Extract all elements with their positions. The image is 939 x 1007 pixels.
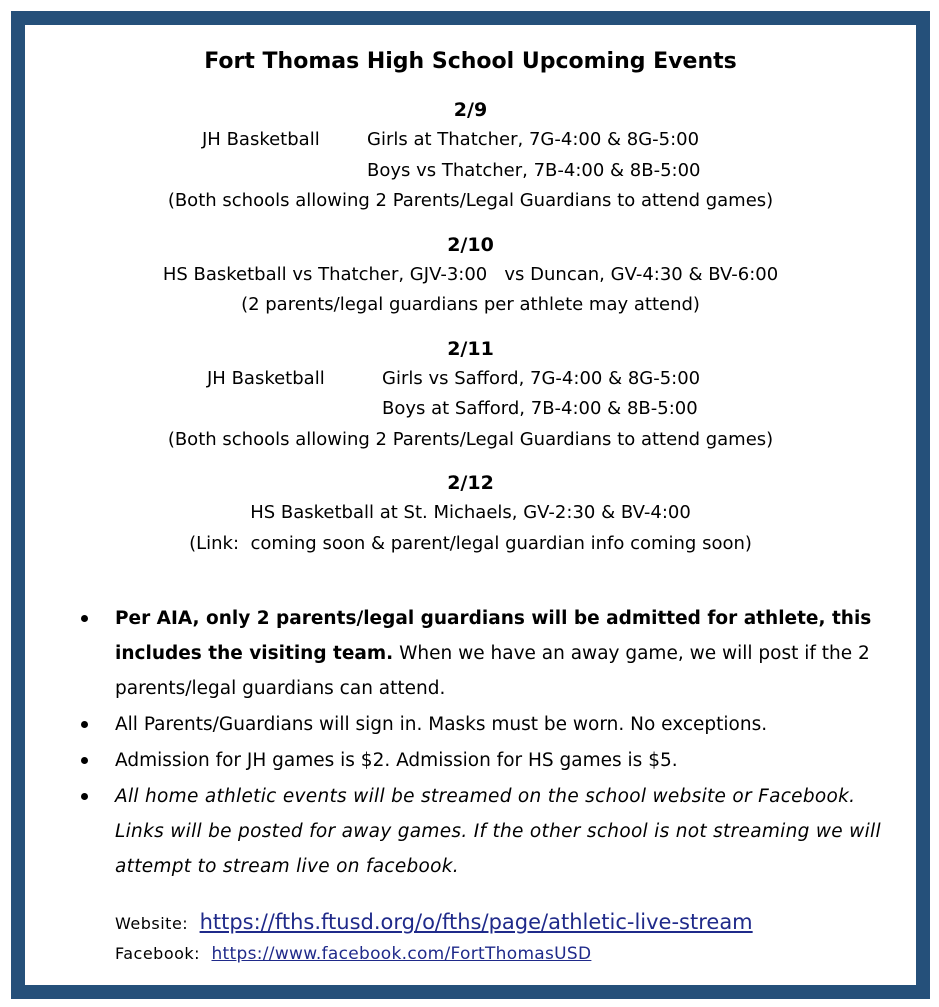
event-2-12 xyxy=(25,468,916,559)
event-row xyxy=(25,364,916,395)
event-detail: Girls vs Safford, 7G-4:00 & 8G-5:00 xyxy=(382,367,701,389)
bullet-bold-text: Per AIA, only 2 parents/legal guardians will be admitted for athlete, this includes the visiting team. xyxy=(115,608,872,664)
page-title: Fort Thomas High School Upcoming Events xyxy=(204,49,737,74)
event-2-10 xyxy=(25,230,916,321)
event-label-spacer xyxy=(202,156,367,187)
event-label: JH Basketball xyxy=(207,367,325,389)
event-date: 2/10 xyxy=(447,233,494,256)
event-row xyxy=(25,394,916,425)
event-date: 2/11 xyxy=(447,337,494,360)
facebook-link[interactable]: https://www.facebook.com/FortThomasUSD xyxy=(211,944,592,964)
event-note: (Both schools allowing 2 Parents/Legal Guardians to attend games) xyxy=(167,428,774,450)
facebook-row xyxy=(115,939,753,969)
bullet-text: When we have an away game, we will post if the 2 parents/legal guardians can attend. xyxy=(115,643,870,699)
website-label: Website: xyxy=(115,914,189,933)
links-section xyxy=(115,907,753,969)
rules-list xyxy=(81,601,901,885)
event-date: 2/12 xyxy=(447,472,494,494)
website-row xyxy=(115,907,753,939)
event-detail: HS Basketball at St. Michaels, GV-2:30 & BV-4:00 xyxy=(250,502,691,523)
list-item: All Parents/Guardians will sign in. Masks must be worn. No exceptions. xyxy=(81,707,901,742)
event-note: (Link: coming soon & parent/legal guardian info coming soon) xyxy=(189,532,752,554)
event-row xyxy=(25,156,916,187)
event-label: JH Basketball xyxy=(202,129,320,150)
event-2-9 xyxy=(25,95,916,217)
event-note: (Both schools allowing 2 Parents/Legal Guardians to attend games) xyxy=(167,190,774,211)
facebook-label: Facebook: xyxy=(115,944,201,963)
event-detail: Girls at Thatcher, 7G-4:00 & 8G-5:00 xyxy=(367,129,700,150)
event-label-spacer xyxy=(207,394,382,425)
event-note: (2 parents/legal guardians per athlete may attend) xyxy=(241,294,700,315)
event-detail: Boys at Safford, 7B-4:00 & 8B-5:00 xyxy=(382,398,698,419)
events-list xyxy=(25,95,916,572)
list-item: Admission for JH games is $2. Admission for HS games is $5. xyxy=(81,743,901,778)
list-item xyxy=(81,601,901,706)
event-row xyxy=(25,125,916,156)
website-link[interactable]: https://fths.ftusd.org/o/fths/page/athletic-live-stream xyxy=(199,910,753,934)
event-detail: Boys vs Thatcher, 7B-4:00 & 8B-5:00 xyxy=(367,159,701,181)
event-date: 2/9 xyxy=(453,99,488,121)
flyer-frame xyxy=(11,11,930,999)
list-item: All home athletic events will be streamed on the school website or Facebook. Links will be posted for away games. If the other school is not streaming we will attempt to stream live on facebook. xyxy=(81,779,901,884)
event-2-11 xyxy=(25,334,916,456)
event-detail: HS Basketball vs Thatcher, GJV-3:00 vs Duncan, GV-4:30 & BV-6:00 xyxy=(162,263,779,285)
